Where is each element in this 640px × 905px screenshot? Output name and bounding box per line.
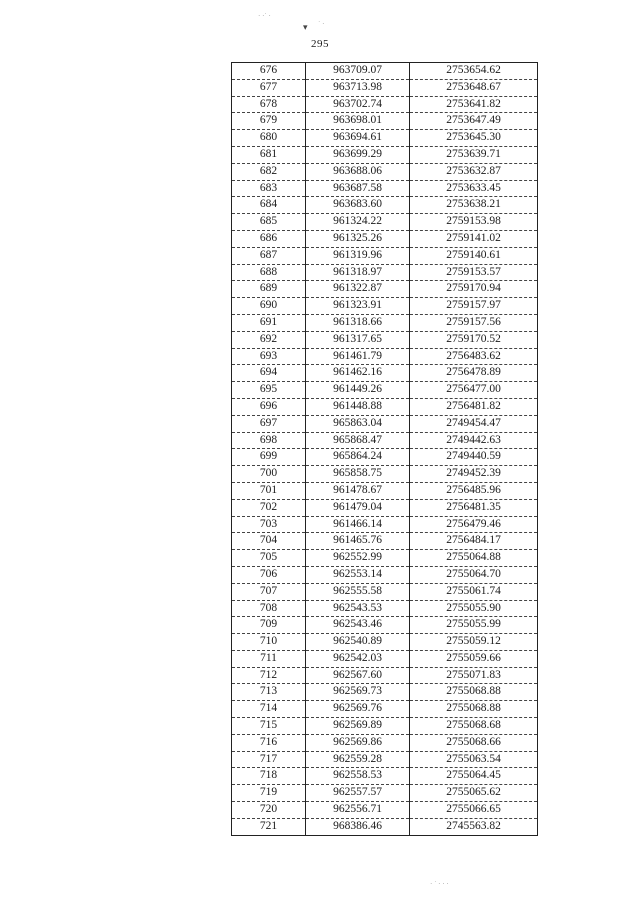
table-row: [232, 802, 538, 819]
table-row: [232, 230, 538, 247]
table-row: [232, 264, 538, 281]
y-coordinate-cell: 2759140.61: [410, 247, 538, 264]
y-coordinate-cell: 2755064.45: [410, 768, 538, 785]
x-coordinate-cell: 962557.57: [306, 785, 410, 802]
x-coordinate-cell: 962559.28: [306, 751, 410, 768]
point-number-cell: 700: [232, 466, 306, 483]
table-row: [232, 768, 538, 785]
y-coordinate-cell: 2755065.62: [410, 785, 538, 802]
table-row: [232, 785, 538, 802]
table-row: [232, 382, 538, 399]
x-coordinate-cell: 961318.66: [306, 314, 410, 331]
point-number-cell: 705: [232, 550, 306, 567]
point-number-cell: 697: [232, 415, 306, 432]
table-row: [232, 617, 538, 634]
point-number-cell: 707: [232, 583, 306, 600]
x-coordinate-cell: 965864.24: [306, 449, 410, 466]
x-coordinate-cell: 961479.04: [306, 499, 410, 516]
table-row: [232, 432, 538, 449]
x-coordinate-cell: 962540.89: [306, 634, 410, 651]
point-number-cell: 684: [232, 197, 306, 214]
page-number: 295: [311, 38, 329, 50]
point-number-cell: 691: [232, 314, 306, 331]
point-number-cell: 693: [232, 348, 306, 365]
y-coordinate-cell: 2755059.66: [410, 650, 538, 667]
point-number-cell: 687: [232, 247, 306, 264]
table-row: [232, 163, 538, 180]
y-coordinate-cell: 2753638.21: [410, 197, 538, 214]
y-coordinate-cell: 2759153.57: [410, 264, 538, 281]
y-coordinate-cell: 2759141.02: [410, 230, 538, 247]
point-number-cell: 695: [232, 382, 306, 399]
x-coordinate-cell: 961465.76: [306, 533, 410, 550]
y-coordinate-cell: 2759170.94: [410, 281, 538, 298]
point-number-cell: 696: [232, 398, 306, 415]
x-coordinate-cell: 968386.46: [306, 818, 410, 835]
point-number-cell: 702: [232, 499, 306, 516]
y-coordinate-cell: 2749454.47: [410, 415, 538, 432]
point-number-cell: 689: [232, 281, 306, 298]
table-row: [232, 180, 538, 197]
y-coordinate-cell: 2753645.30: [410, 130, 538, 147]
y-coordinate-cell: 2755064.70: [410, 566, 538, 583]
x-coordinate-cell: 961322.87: [306, 281, 410, 298]
table-row: [232, 818, 538, 835]
point-number-cell: 704: [232, 533, 306, 550]
point-number-cell: 677: [232, 79, 306, 96]
x-coordinate-cell: 962552.99: [306, 550, 410, 567]
x-coordinate-cell: 962556.71: [306, 802, 410, 819]
y-coordinate-cell: 2753641.82: [410, 96, 538, 113]
point-number-cell: 715: [232, 718, 306, 735]
table-row: [232, 415, 538, 432]
coordinate-table: [231, 62, 538, 836]
point-number-cell: 694: [232, 365, 306, 382]
point-number-cell: 712: [232, 667, 306, 684]
table-row: [232, 583, 538, 600]
y-coordinate-cell: 2755055.90: [410, 600, 538, 617]
x-coordinate-cell: 962569.73: [306, 684, 410, 701]
table-row: [232, 214, 538, 231]
x-coordinate-cell: 963699.29: [306, 146, 410, 163]
scan-speck: ▾: [303, 22, 308, 32]
y-coordinate-cell: 2755063.54: [410, 751, 538, 768]
y-coordinate-cell: 2755068.68: [410, 718, 538, 735]
y-coordinate-cell: 2755059.12: [410, 634, 538, 651]
table-row: [232, 684, 538, 701]
table-row: [232, 197, 538, 214]
point-number-cell: 676: [232, 63, 306, 80]
point-number-cell: 681: [232, 146, 306, 163]
x-coordinate-cell: 962567.60: [306, 667, 410, 684]
point-number-cell: 685: [232, 214, 306, 231]
point-number-cell: 721: [232, 818, 306, 835]
x-coordinate-cell: 965868.47: [306, 432, 410, 449]
y-coordinate-cell: 2755055.99: [410, 617, 538, 634]
scan-speck: ˙ ·: [318, 20, 325, 28]
y-coordinate-cell: 2755066.65: [410, 802, 538, 819]
table-row: [232, 718, 538, 735]
point-number-cell: 708: [232, 600, 306, 617]
table-row: [232, 96, 538, 113]
y-coordinate-cell: 2755061.74: [410, 583, 538, 600]
table-row: [232, 331, 538, 348]
table-row: [232, 466, 538, 483]
y-coordinate-cell: 2756481.35: [410, 499, 538, 516]
x-coordinate-cell: 963702.74: [306, 96, 410, 113]
y-coordinate-cell: 2759153.98: [410, 214, 538, 231]
table-row: [232, 751, 538, 768]
y-coordinate-cell: 2759170.52: [410, 331, 538, 348]
x-coordinate-cell: 961449.26: [306, 382, 410, 399]
point-number-cell: 709: [232, 617, 306, 634]
y-coordinate-cell: 2759157.56: [410, 314, 538, 331]
x-coordinate-cell: 961462.16: [306, 365, 410, 382]
x-coordinate-cell: 962543.53: [306, 600, 410, 617]
x-coordinate-cell: 962569.89: [306, 718, 410, 735]
x-coordinate-cell: 962543.46: [306, 617, 410, 634]
x-coordinate-cell: 962555.58: [306, 583, 410, 600]
table-row: [232, 247, 538, 264]
point-number-cell: 690: [232, 298, 306, 315]
y-coordinate-cell: 2756479.46: [410, 516, 538, 533]
point-number-cell: 711: [232, 650, 306, 667]
x-coordinate-cell: 962569.86: [306, 734, 410, 751]
x-coordinate-cell: 961448.88: [306, 398, 410, 415]
point-number-cell: 717: [232, 751, 306, 768]
table-row: [232, 63, 538, 80]
table-row: [232, 634, 538, 651]
x-coordinate-cell: 962553.14: [306, 566, 410, 583]
point-number-cell: 716: [232, 734, 306, 751]
y-coordinate-cell: 2749442.63: [410, 432, 538, 449]
point-number-cell: 686: [232, 230, 306, 247]
table-row: [232, 600, 538, 617]
point-number-cell: 688: [232, 264, 306, 281]
table-row: [232, 650, 538, 667]
point-number-cell: 710: [232, 634, 306, 651]
y-coordinate-cell: 2749452.39: [410, 466, 538, 483]
x-coordinate-cell: 963709.07: [306, 63, 410, 80]
point-number-cell: 679: [232, 113, 306, 130]
point-number-cell: 701: [232, 482, 306, 499]
x-coordinate-cell: 961325.26: [306, 230, 410, 247]
x-coordinate-cell: 961461.79: [306, 348, 410, 365]
y-coordinate-cell: 2753647.49: [410, 113, 538, 130]
table-row: [232, 566, 538, 583]
scan-speck: · ˙ · · ·: [430, 880, 449, 888]
table-row: [232, 701, 538, 718]
point-number-cell: 720: [232, 802, 306, 819]
point-number-cell: 699: [232, 449, 306, 466]
y-coordinate-cell: 2749440.59: [410, 449, 538, 466]
y-coordinate-cell: 2753648.67: [410, 79, 538, 96]
x-coordinate-cell: 963713.98: [306, 79, 410, 96]
y-coordinate-cell: 2753633.45: [410, 180, 538, 197]
table-row: [232, 79, 538, 96]
coordinate-table-body: [232, 63, 538, 836]
x-coordinate-cell: 963698.01: [306, 113, 410, 130]
table-row: [232, 298, 538, 315]
y-coordinate-cell: 2753632.87: [410, 163, 538, 180]
scan-speck: · ·˙ ·: [258, 12, 271, 20]
x-coordinate-cell: 961466.14: [306, 516, 410, 533]
point-number-cell: 706: [232, 566, 306, 583]
table-row: [232, 550, 538, 567]
x-coordinate-cell: 963688.06: [306, 163, 410, 180]
x-coordinate-cell: 965858.75: [306, 466, 410, 483]
point-number-cell: 719: [232, 785, 306, 802]
y-coordinate-cell: 2756483.62: [410, 348, 538, 365]
table-row: [232, 281, 538, 298]
x-coordinate-cell: 961319.96: [306, 247, 410, 264]
table-row: [232, 113, 538, 130]
x-coordinate-cell: 963683.60: [306, 197, 410, 214]
y-coordinate-cell: 2753654.62: [410, 63, 538, 80]
point-number-cell: 718: [232, 768, 306, 785]
x-coordinate-cell: 965863.04: [306, 415, 410, 432]
x-coordinate-cell: 963694.61: [306, 130, 410, 147]
point-number-cell: 714: [232, 701, 306, 718]
x-coordinate-cell: 961323.91: [306, 298, 410, 315]
point-number-cell: 713: [232, 684, 306, 701]
x-coordinate-cell: 963687.58: [306, 180, 410, 197]
point-number-cell: 682: [232, 163, 306, 180]
y-coordinate-cell: 2756477.00: [410, 382, 538, 399]
table-row: [232, 667, 538, 684]
x-coordinate-cell: 961317.65: [306, 331, 410, 348]
point-number-cell: 678: [232, 96, 306, 113]
y-coordinate-cell: 2753639.71: [410, 146, 538, 163]
table-row: [232, 130, 538, 147]
table-row: [232, 516, 538, 533]
point-number-cell: 703: [232, 516, 306, 533]
table-row: [232, 398, 538, 415]
y-coordinate-cell: 2745563.82: [410, 818, 538, 835]
y-coordinate-cell: 2759157.97: [410, 298, 538, 315]
y-coordinate-cell: 2755068.88: [410, 684, 538, 701]
table-row: [232, 348, 538, 365]
y-coordinate-cell: 2755068.66: [410, 734, 538, 751]
y-coordinate-cell: 2756484.17: [410, 533, 538, 550]
table-row: [232, 734, 538, 751]
table-row: [232, 533, 538, 550]
table-row: [232, 482, 538, 499]
y-coordinate-cell: 2755064.88: [410, 550, 538, 567]
point-number-cell: 683: [232, 180, 306, 197]
x-coordinate-cell: 962558.53: [306, 768, 410, 785]
table-row: [232, 499, 538, 516]
y-coordinate-cell: 2756485.96: [410, 482, 538, 499]
table-row: [232, 314, 538, 331]
x-coordinate-cell: 962569.76: [306, 701, 410, 718]
table-row: [232, 449, 538, 466]
point-number-cell: 680: [232, 130, 306, 147]
x-coordinate-cell: 961324.22: [306, 214, 410, 231]
x-coordinate-cell: 962542.03: [306, 650, 410, 667]
y-coordinate-cell: 2755071.83: [410, 667, 538, 684]
point-number-cell: 692: [232, 331, 306, 348]
x-coordinate-cell: 961318.97: [306, 264, 410, 281]
point-number-cell: 698: [232, 432, 306, 449]
y-coordinate-cell: 2756478.89: [410, 365, 538, 382]
y-coordinate-cell: 2755068.88: [410, 701, 538, 718]
table-row: [232, 146, 538, 163]
table-row: [232, 365, 538, 382]
y-coordinate-cell: 2756481.82: [410, 398, 538, 415]
x-coordinate-cell: 961478.67: [306, 482, 410, 499]
